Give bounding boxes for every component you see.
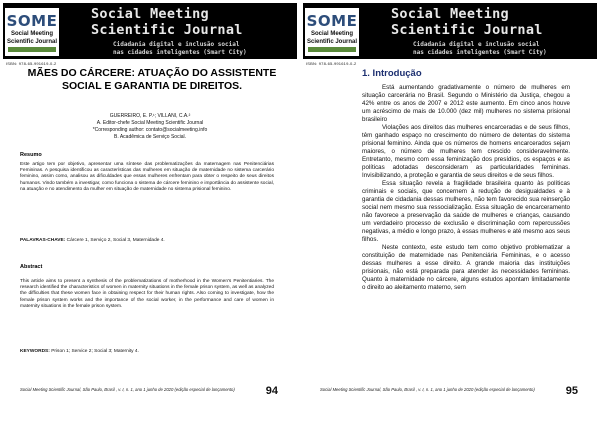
journal-banner <box>303 3 597 59</box>
banner-subtitle <box>413 41 547 57</box>
banner-subtitle <box>113 41 247 57</box>
authors-block <box>30 113 270 141</box>
banner-title <box>391 6 543 38</box>
logo-wordmark: SOME <box>6 12 58 30</box>
intro-paragraph: Está aumentando gradativamente o número de mulheres em situação carcerária no Brasil. Segundo o Ministério da Justiça, chegou a 42% entre os anos de 2007 e 2012 este aumento. Em cinco anos houve um acréscimo de mais de 10.000 (dez mil) mulheres no sistema prisional brasileiro <box>362 84 570 123</box>
banner-title <box>91 6 243 38</box>
keywords-values: Prison 1; Service 2; Social 3; Maternity 4. <box>49 349 139 354</box>
journal-logo <box>305 8 359 56</box>
isbn: ISBN: 978-65-991619-0-2 <box>306 61 357 66</box>
logo-line-2: Scientific Journal <box>6 39 57 45</box>
corresponding-author: *Corresponding author: contato@socialmeeting.info <box>92 127 208 133</box>
keywords <box>20 349 274 355</box>
intro-paragraph: Essa situação revela a fragilidade brasileira quanto às políticas criminais e sociais, que concernem à redução de desigualdades e à garantia de cidadania dessas mulheres, não tem favorecido sua reinserção social nem mesmo sua ressocialização. Essa situação de encarceramento não favorece a preservação da saúde de mulheres e crianças, causando um verdadeiro processo de exclusão e discriminação com repercussões negativas, a médio e longo prazo, à essas mulheres e até mesmo aos seus filhos. <box>362 180 570 243</box>
banner-title-line-2: Scientific Journal <box>391 22 543 38</box>
intro-paragraph: Neste contexto, este estudo tem como objetivo problematizar a constituição de maternidade nas Penitenciária Femininas, e o acesso dessas mulheres a esse direito. A grande maioria das instituições prisionais, não está preparada para atender às necessidades femininas. Quanto à maternidade no cárcere, alguns estudos apontam limitadamente o direito ao aleitamento materno, sem <box>362 244 570 291</box>
abstract-text: This article aims to present a synthesis of the problematizations of motherhood in the Women's Penitentiaries. The research identified the characteristics of women in maternity situations in the female prison system, as well as analyzed the difficulties that these women face in obtaining respect for their human rights. Also coming to investigate, how the female prison system works and the importance of the social worker, in the performance and care of women in maternity situations in the female prison system. <box>20 279 274 309</box>
affiliation-a: A. Editor-chefe Social Meeting Scientific Journal <box>96 120 204 126</box>
logo-line-1: Social Meeting <box>310 31 353 37</box>
logo-line-1: Social Meeting <box>10 31 53 37</box>
resumo-heading: Resumo <box>20 152 42 158</box>
introduction-body <box>362 84 570 292</box>
resumo-text: Este artigo tem por objetivo, apresentar uma síntese das problematizações da maternagem nas Penitenciárias Femininas. A pesquisa identificou as características das mulheres em situação de maternidade no sistema carcerário feminino, assim como, analisou as dificuldades que essas mulheres enfrentam para obter o respeito de seus direitos humanos. Vindo também a investigar, como funciona o sistema de cárcere feminino e importância do assistente social, na atuação e no atendimento da mulher em situação de maternidade no sistema prisional feminino. <box>20 162 274 192</box>
isbn: ISBN: 978-65-991619-0-2 <box>6 61 57 66</box>
keywords-label: KEYWORDS: <box>20 349 50 354</box>
banner-title-line-1: Social Meeting <box>91 6 209 22</box>
page-number-right: 95 <box>565 385 578 397</box>
banner-subtitle-line-1: Cidadania digital e inclusão social <box>413 41 540 48</box>
intro-paragraph: Violações aos direitos das mulheres encarceradas e de seus filhos, têm ganhado espaço no crescimento do número de detentas do sistema prisional feminino. Ainda que os números de homens encarcerados sejam maiores, o número de mulheres tem crescido consideravelmente. Entretanto, mesmo com essa feminização dos presídios, os espaços e as políticas adotadas desconsideram as particularidades femininas. Invisibilizando, a proteção e garantia de seus direitos e de seus filhos. <box>362 124 570 179</box>
paper-title: MÃES DO CÁRCERE: ATUAÇÃO DO ASSISTENTE SOCIAL E GARANTIA DE DIREITOS. <box>27 67 277 92</box>
banner-subtitle-line-2: nas cidades inteligentes (Smart City) <box>413 49 547 56</box>
banner-subtitle-line-1: Cidadania digital e inclusão social <box>113 41 240 48</box>
author-names: GUERREIRO, E. P.¹; VILLANI, C.A.² <box>109 113 191 119</box>
page-number-left: 94 <box>265 385 278 397</box>
palavras-chave <box>20 238 274 244</box>
affiliation-b: B. Acadêmica de Serviço Social. <box>114 134 186 140</box>
introduction-heading: 1. Introdução <box>362 68 422 79</box>
banner-title-line-1: Social Meeting <box>391 6 509 22</box>
journal-banner <box>3 3 297 59</box>
journal-logo <box>5 8 59 56</box>
right-footer: Social Meeting Scientific Journal, São Paulo, Brasil , v. I, n. 1, ano 1 junho de 2020 (edição especial de lançamento) <box>320 387 535 392</box>
logo-wordmark: SOME <box>306 12 358 30</box>
logo-line-2: Scientific Journal <box>306 39 357 45</box>
logo-bar <box>308 47 356 52</box>
abstract-heading: Abstract <box>20 264 43 270</box>
palavras-chave-values: Cárcere 1, Serviço 2, Social 3, Maternidade 4. <box>65 238 165 243</box>
banner-title-line-2: Scientific Journal <box>91 22 243 38</box>
right-page <box>300 0 600 424</box>
logo-bar <box>8 47 56 52</box>
banner-subtitle-line-2: nas cidades inteligentes (Smart City) <box>113 49 247 56</box>
left-footer: Social Meeting Scientific Journal, São Paulo, Brasil , v. I, n. 1, ano 1 junho de 2020 (edição especial de lançamento) <box>20 387 235 392</box>
palavras-chave-label: PALAVRAS-CHAVE: <box>20 238 66 243</box>
